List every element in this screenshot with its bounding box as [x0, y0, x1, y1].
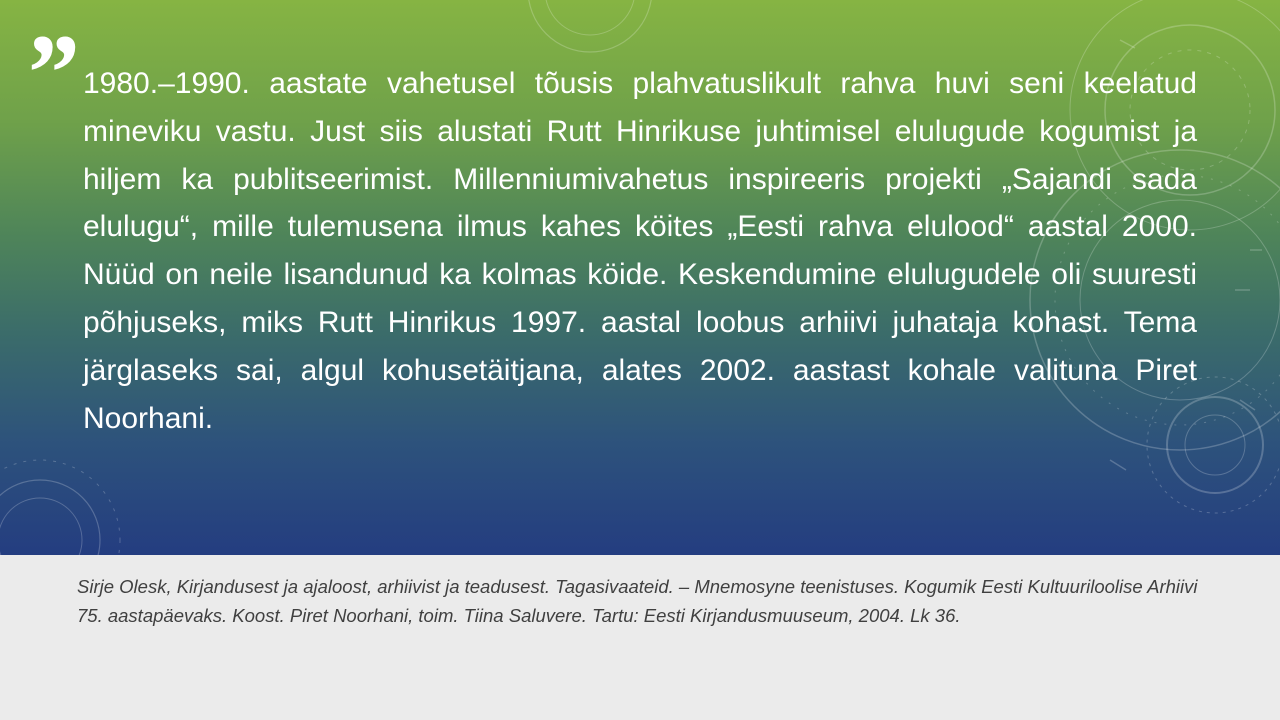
citation-panel: [0, 555, 1280, 720]
citation-text: Sirje Olesk, Kirjandusest ja ajaloost, arhiivist ja teadusest. Tagasivaateid. – Mnemosyne teenistuses. Kogumik Eesti Kultuuriloolise Arhiivi 75. aastapäevaks. Koost. Piret Noorhani, toim. Tiina Saluvere. Tartu: Eesti Kirjandusmuuseum, 2004. Lk 36.: [77, 576, 1198, 626]
quote-text: 1980.–1990. aastate vahetusel tõusis plahvatuslikult rahva huvi seni keelatud mineviku vastu. Just siis alustati Rutt Hinrikuse juhtimisel elulugude kogumist ja hiljem ka publitseerimist. Millenniumivahetus inspireeris projekti „Sajandi sada elulugu“, mille tulemusena ilmus kahes köites „Eesti rahva elulood“ aastal 2000. Nüüd on neile lisandunud ka kolmas köide. Keskendumine elulugudele oli suuresti põhjuseks, miks Rutt Hinrikus 1997. aastal loobus arhiivi juhataja kohast. Tema järglaseks sai, algul kohusetäitjana, alates 2002. aastast kohale valituna Piret Noorhani.: [83, 67, 1197, 435]
quotation-mark-icon: ”: [22, 12, 77, 134]
